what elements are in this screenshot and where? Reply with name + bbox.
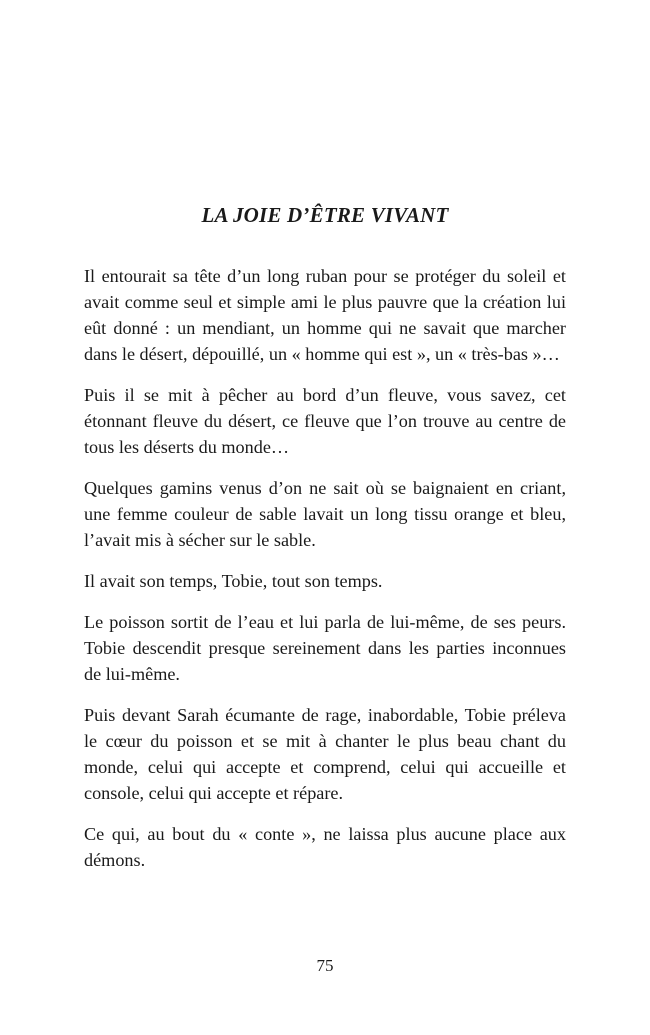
paragraph: Puis il se mit à pêcher au bord d’un fleuve, vous savez, cet étonnant fleuve du désert, ce fleuve que l’on trouve au centre de tous les déserts du monde… — [84, 385, 566, 457]
paragraph: Puis devant Sarah écumante de rage, inabordable, Tobie préleva le cœur du poisson et se mit à chanter le plus beau chant du monde, celui qui accepte et comprend, celui qui accueille et console, celui qui accepte et répare. — [84, 705, 566, 803]
paragraph: Le poisson sortit de l’eau et lui parla de lui-même, de ses peurs. Tobie descendit presque sereinement dans les parties inconnues de lui-même. — [84, 612, 566, 684]
page-number: 75 — [316, 956, 334, 975]
paragraph: Ce qui, au bout du « conte », ne laissa plus aucune place aux démons. — [84, 824, 566, 870]
body-text — [84, 263, 566, 888]
chapter-title: LA JOIE D’ÊTRE VIVANT — [201, 203, 449, 227]
paragraph: Il avait son temps, Tobie, tout son temps. — [84, 571, 383, 591]
paragraph: Il entourait sa tête d’un long ruban pour se protéger du soleil et avait comme seul et simple ami le plus pauvre que la création lui eût donné : un mendiant, un homme qui ne savait que marcher dans le désert, dépouillé, un « homme qui est », un « très-bas »… — [84, 266, 566, 364]
paragraph: Quelques gamins venus d’on ne sait où se baignaient en criant, une femme couleur de sable lavait un long tissu orange et bleu, l’avait mis à sécher sur le sable. — [84, 478, 566, 550]
